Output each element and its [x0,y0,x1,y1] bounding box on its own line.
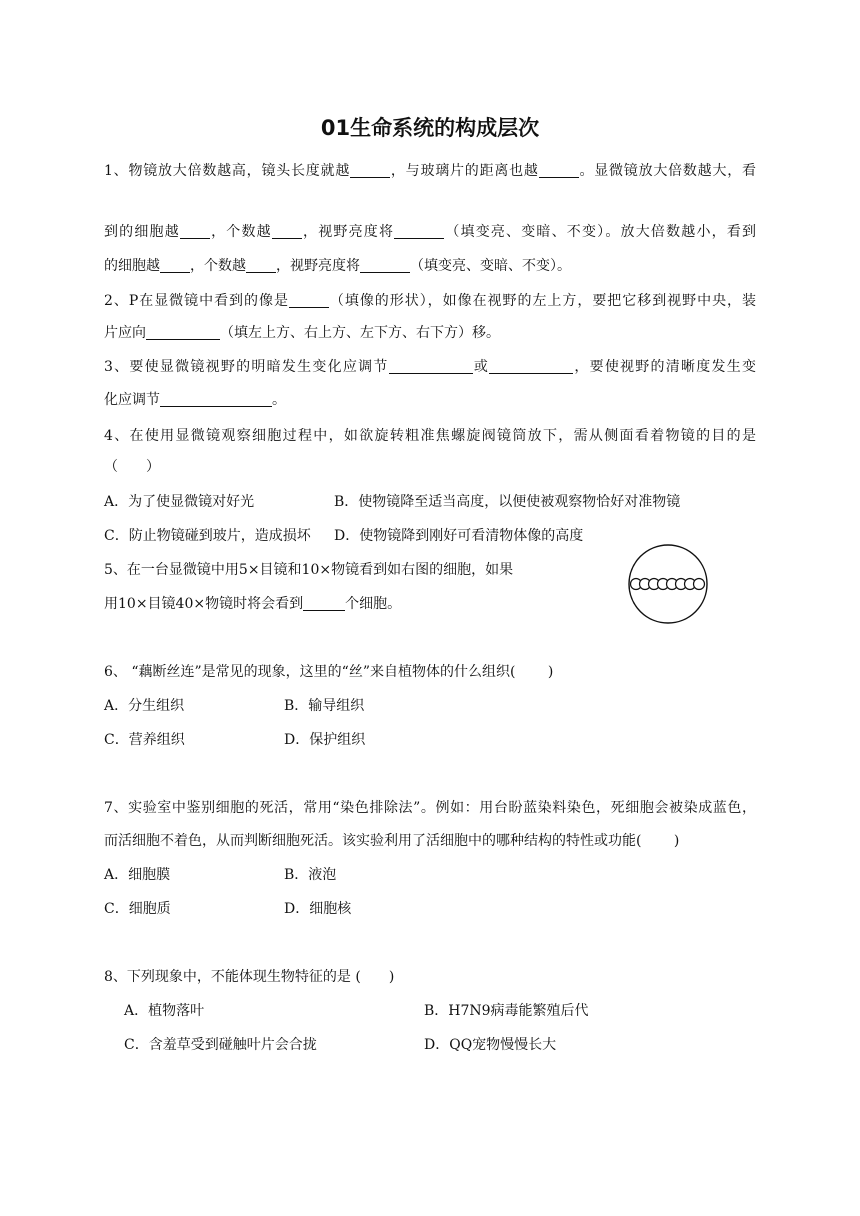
q3-line-2 [104,390,756,410]
q7-stem-line-2: 而活细胞不着色，从而判断细胞死活。该实验利用了活细胞中的哪种结构的特性或功能( ) [104,833,680,849]
cell-row [631,579,705,590]
answer-blank [180,223,210,239]
q1-text: ，视野亮度将 [276,258,360,274]
q7-option-d: D．细胞核 [284,901,352,917]
answer-blank [160,391,272,407]
q4-option-d: D．使物镜降到刚好可看清物体像的高度 [334,528,584,544]
q4-answer-bracket: （ ） [104,459,160,475]
q3-line-1 [104,357,756,377]
q7-option-a: A．细胞膜 [104,867,171,883]
q1-text: ，与玻璃片的距离也越 [390,163,539,179]
q1-text: 。显微镜放大倍数越大，看 [578,163,757,179]
answer-blank [246,257,276,273]
q2-text: 2、P在显微镜中看到的像是 [104,293,289,309]
q6-option-b: B．输导组织 [284,698,365,714]
q3-text: ，要使视野的清晰度发生变 [573,359,757,375]
microscope-field-figure [625,544,713,626]
q7-option-c: C．细胞质 [104,901,171,917]
answer-blank [539,162,579,178]
q1-line-1 [104,161,756,181]
q3-text: 。 [272,392,286,408]
q6-stem: 6、 “藕断丝连”是常见的现象，这里的“丝”来自植物体的什么组织( ) [104,664,554,680]
q2-text: （填左上方、右上方、左下方、右下方）移。 [220,325,500,341]
q4-option-b: B．使物镜降至适当高度，以便使被观察物恰好对准物镜 [334,494,681,510]
q8-option-d: D．QQ宠物慢慢长大 [424,1037,557,1053]
answer-blank [146,324,220,340]
q2-text: 片应向 [104,325,146,341]
answer-blank [350,162,390,178]
q5-line-2 [104,594,401,614]
page-title: 01生命系统的构成层次 [320,116,540,140]
q5-text: 用10×目镜40×物镜时将会看到 [104,596,304,612]
answer-blank [303,595,345,611]
q2-line-2 [104,323,756,343]
answer-blank [160,257,190,273]
q2-text: （填像的形状），如像在视野的左上方，要把它移到视野中央，装 [328,293,757,309]
q4-option-c: C．防止物镜碰到玻片，造成损坏 [104,528,311,544]
q3-text: 3、要使显微镜视野的明暗发生变化应调节 [104,359,389,375]
q7-option-b: B．液泡 [284,867,337,883]
cell [694,579,705,590]
q1-text: ，视野亮度将 [301,224,395,240]
q5-text: 个细胞。 [345,596,402,612]
q3-text: 或 [472,359,490,375]
q7-stem-line-1: 7、实验室中鉴别细胞的死活，常用“染色排除法”。例如：用台盼蓝染料染色，死细胞会被染成蓝色， [104,800,756,816]
q1-text: ，个数越 [209,224,272,240]
answer-blank [272,223,302,239]
q1-text: 1、物镜放大倍数越高，镜头长度就越 [104,163,351,179]
q1-line-3 [104,256,756,276]
answer-blank [489,358,573,374]
q2-line-1 [104,291,756,311]
q6-option-a: A．分生组织 [104,698,185,714]
q1-text: （填变亮、变暗、不变）。放大倍数越小，看到 [444,224,757,240]
q5-line-1: 5、在一台显微镜中用5×目镜和10×物镜看到如右图的细胞，如果 [104,562,514,578]
q1-line-2 [104,222,756,242]
q1-text: （填变亮、变暗、不变）。 [410,258,571,274]
q1-text: 到的细胞越 [104,224,180,240]
answer-blank [360,257,410,273]
answer-blank [289,292,329,308]
answer-blank [394,223,444,239]
q6-option-c: C．营养组织 [104,732,185,748]
q4-option-a: A．为了使显微镜对好光 [104,494,255,510]
q3-text: 化应调节 [104,392,160,408]
answer-blank [389,358,473,374]
q6-option-d: D．保护组织 [284,732,366,748]
q4-stem: 4、在使用显微镜观察细胞过程中，如欲旋转粗准焦螺旋阀镜筒放下，需从侧面看着物镜的目的是 [104,428,756,444]
q1-text: ，个数越 [190,258,246,274]
q1-text: 的细胞越 [104,258,160,274]
q8-option-c: C．含羞草受到碰触叶片会合拢 [124,1037,317,1053]
q8-option-a: A．植物落叶 [124,1003,205,1019]
q8-option-b: B．H7N9病毒能繁殖后代 [424,1003,589,1019]
q8-stem: 8、下列现象中，不能体现生物特征的是 ( ) [104,969,395,985]
